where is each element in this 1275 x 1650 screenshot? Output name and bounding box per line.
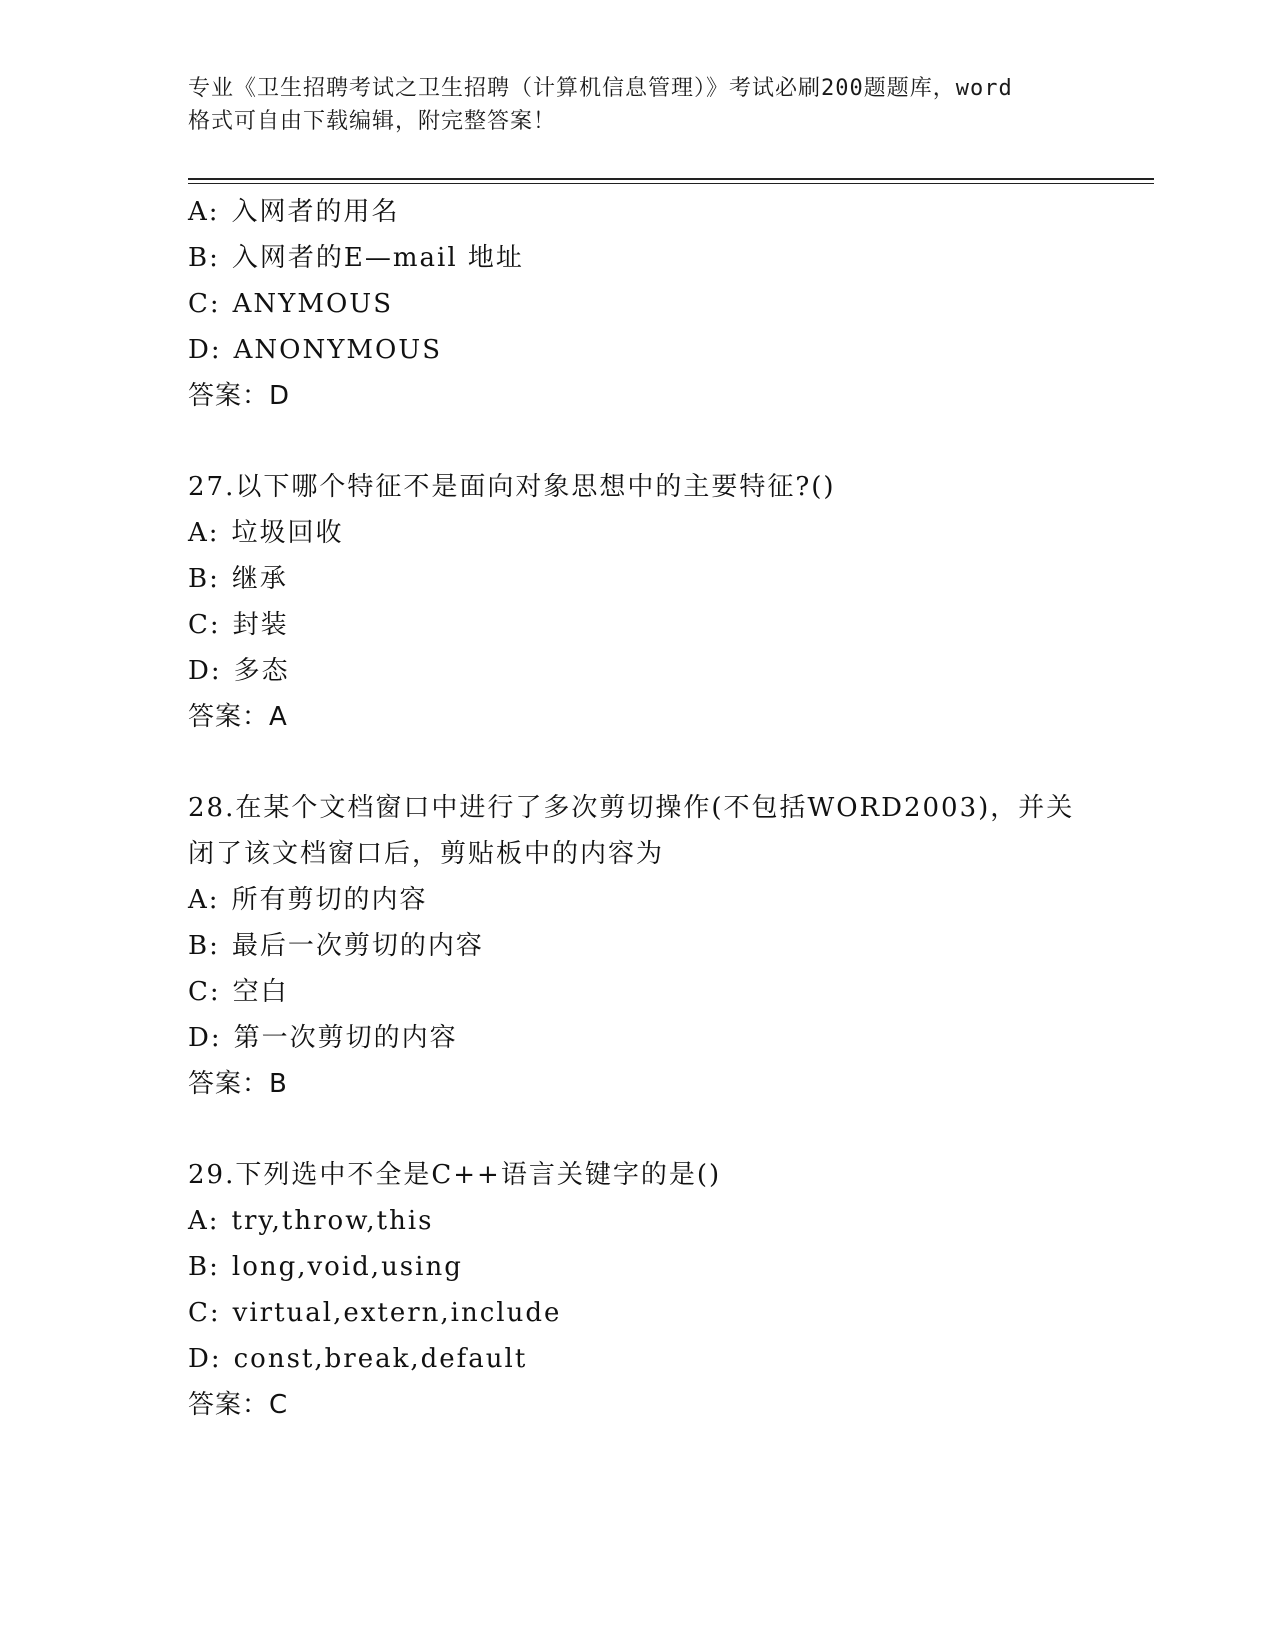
- option-b: [188, 235, 1168, 281]
- option-text: 多态: [233, 656, 290, 686]
- option-text: virtual,extern,include: [232, 1298, 562, 1328]
- option-text: 最后一次剪切的内容: [231, 931, 484, 961]
- option-letter: B:: [188, 564, 220, 594]
- option-letter: C:: [188, 289, 221, 319]
- option-text: 第一次剪切的内容: [233, 1023, 458, 1053]
- option-text: 入网者的E—mail 地址: [231, 243, 524, 273]
- option-letter: A:: [188, 197, 220, 227]
- option-c: [188, 1290, 1168, 1336]
- option-d: [188, 1015, 1168, 1061]
- option-letter: A:: [188, 518, 220, 548]
- option-text: 封装: [232, 610, 289, 640]
- option-a: [188, 510, 1168, 556]
- header-line-1: 专业《卫生招聘考试之卫生招聘（计算机信息管理）》考试必刷200题题库，word: [188, 76, 1013, 101]
- option-a: [188, 1198, 1168, 1244]
- option-letter: C:: [188, 610, 221, 640]
- option-text: try,throw,this: [231, 1206, 434, 1236]
- option-text: ANONYMOUS: [233, 335, 443, 365]
- option-letter: A:: [188, 1206, 220, 1236]
- option-letter: B:: [188, 931, 220, 961]
- question-text: 28.在某个文档窗口中进行了多次剪切操作(不包括WORD2003)，并关闭了该文档窗口后，剪贴板中的内容为: [188, 793, 1075, 869]
- option-b: [188, 923, 1168, 969]
- option-text: 继承: [231, 564, 288, 594]
- option-b: [188, 1244, 1168, 1290]
- option-d: [188, 1336, 1168, 1382]
- question-28: [188, 785, 1168, 1107]
- option-a: [188, 877, 1168, 923]
- option-d: [188, 648, 1168, 694]
- question-27: [188, 464, 1168, 740]
- option-c: [188, 281, 1168, 327]
- question-26-continued: [188, 189, 1168, 419]
- option-letter: C:: [188, 1298, 221, 1328]
- option-text: 所有剪切的内容: [231, 885, 428, 915]
- option-text: const,break,default: [233, 1344, 528, 1374]
- option-letter: D:: [188, 1023, 222, 1053]
- option-d: [188, 327, 1168, 373]
- option-letter: C:: [188, 977, 221, 1007]
- header-divider: [188, 178, 1154, 180]
- option-letter: D:: [188, 1344, 222, 1374]
- question-text: 29.下列选中不全是C++语言关键字的是(): [188, 1160, 722, 1190]
- option-c: [188, 602, 1168, 648]
- option-letter: D:: [188, 656, 222, 686]
- option-a: [188, 189, 1168, 235]
- question-text: 27.以下哪个特征不是面向对象思想中的主要特征?(): [188, 472, 836, 502]
- answer-line: 答案：D: [188, 381, 291, 411]
- option-b: [188, 556, 1168, 602]
- question-29: [188, 1152, 1168, 1428]
- option-text: 入网者的用名: [231, 197, 400, 227]
- option-letter: B:: [188, 243, 220, 273]
- header-divider-thin: [188, 183, 1154, 184]
- option-text: long,void,using: [231, 1252, 463, 1282]
- answer-line: 答案：C: [188, 1390, 289, 1420]
- option-text: ANYMOUS: [232, 289, 394, 319]
- answer-line: 答案：B: [188, 1069, 288, 1099]
- option-text: 空白: [232, 977, 289, 1007]
- question-list: [188, 189, 1168, 1428]
- option-letter: A:: [188, 885, 220, 915]
- option-letter: B:: [188, 1252, 220, 1282]
- header-line-2: 格式可自由下载编辑，附完整答案！: [188, 109, 557, 134]
- option-c: [188, 969, 1168, 1015]
- document-header: [188, 72, 1088, 138]
- option-text: 垃圾回收: [231, 518, 344, 548]
- answer-line: 答案：A: [188, 702, 288, 732]
- option-letter: D:: [188, 335, 222, 365]
